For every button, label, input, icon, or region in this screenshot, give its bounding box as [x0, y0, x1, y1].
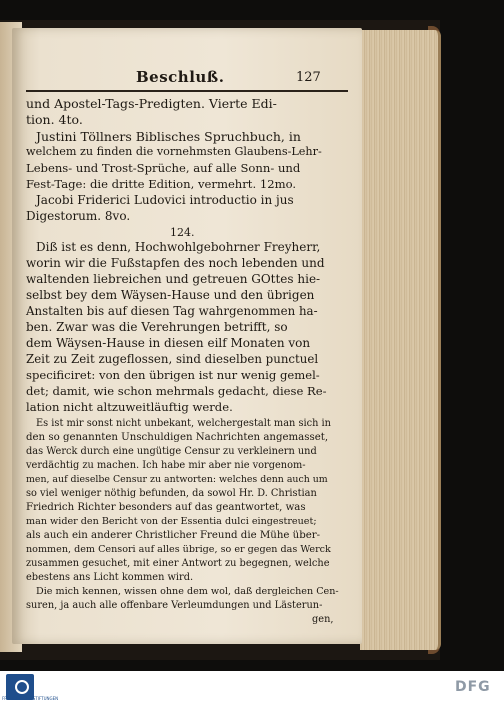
institution-logo-label: FRANCKESCHE STIFTUNGEN [2, 696, 59, 701]
note-line: Die mich kennen, wissen ohne dem wol, daß dergleichen Cen- [36, 586, 339, 597]
note-line: nommen, dem Censori auf alles übrige, so er gegen das Werck [26, 544, 331, 555]
text-line: Jacobi Friderici Ludovici introductio in jus [36, 193, 294, 207]
paragraph-line: det; damit, wie schon mehrmals gedacht, diese Re- [26, 384, 327, 398]
text-line: tion. 4to. [26, 112, 83, 127]
paragraph-line: Zeit zu Zeit zugeflossen, sind dieselben punctuel [26, 352, 319, 366]
paragraph-line: Anstalten bis auf diesen Tag wahrgenommen ha- [26, 304, 318, 318]
note-line: man wider den Bericht von der Essentia dulci eingestreuet; [26, 516, 317, 527]
note-line: Es ist mir sonst nicht unbekant, welchergestalt man sich in [36, 418, 331, 429]
paragraph-line: ben. Zwar was die Verehrungen betrifft, so [26, 320, 288, 334]
paragraph-line: worin wir die Fußstapfen des noch lebenden und [26, 256, 325, 270]
running-title: Beschluß. [136, 68, 225, 86]
note-line: Friedrich Richter besonders auf das geantwortet, was [26, 502, 306, 513]
note-line: das Werck durch eine ungütige Censur zu verkleinern und [26, 446, 317, 457]
paragraph-line: selbst bey dem Wäysen-Hause und den übrigen [26, 288, 315, 302]
note-line: den so genannten Unschuldigen Nachrichten angemasset, [26, 432, 329, 443]
note-line: gen, [312, 614, 334, 625]
paragraph-line: specificiret: von den übrigen ist nur wenig gemel- [26, 368, 320, 382]
paragraph-line: Diß ist es denn, Hochwohlgebohrner Freyherr, [36, 240, 321, 254]
note-line: suren, ja auch alle offenbare Verleumdungen und Lästerun- [26, 600, 323, 611]
text-line: welchem zu finden die vornehmsten Glaubens-Lehr- [26, 145, 322, 158]
note-line: ebestens ans Licht kommen wird. [26, 572, 194, 583]
paragraph-line: lation nicht altzuweitläuftig werde. [26, 400, 233, 414]
paragraph-line: waltenden liebreichen und getreuen GOttes hie- [26, 272, 321, 286]
note-line: so viel weniger nöthig befunden, da sowol Hr. D. Christian [26, 488, 317, 499]
text-line: Fest-Tage: die dritte Edition, vermehrt. 12mo. [26, 177, 297, 191]
note-line: men, auf dieselbe Censur zu antworten: welches denn auch um [26, 474, 328, 485]
note-line: verdächtig zu machen. Ich habe mir aber nie vorgenom- [26, 460, 306, 471]
text-line: Justini Töllners Biblisches Spruchbuch, in [36, 129, 301, 144]
header-rule [26, 90, 348, 92]
note-line: zusammen gesuchet, mit einer Antwort zu begegnen, welche [26, 558, 330, 569]
page-fore-edge [360, 30, 441, 650]
dfg-logo: DFG [455, 679, 491, 695]
page-number: 127 [296, 70, 321, 85]
footer-bar [0, 671, 504, 703]
note-line: als auch ein anderer Christlicher Freund die Mühe über- [26, 530, 321, 541]
text-line: Lebens- und Trost-Sprüche, auf alle Sonn- und [26, 161, 301, 175]
paragraph-line: dem Wäysen-Hause in diesen eilf Monaten von [26, 336, 311, 350]
text-line: Digestorum. 8vo. [26, 209, 131, 223]
text-line: und Apostel-Tags-Predigten. Vierte Edi- [26, 96, 277, 111]
section-number: 124. [170, 226, 195, 239]
